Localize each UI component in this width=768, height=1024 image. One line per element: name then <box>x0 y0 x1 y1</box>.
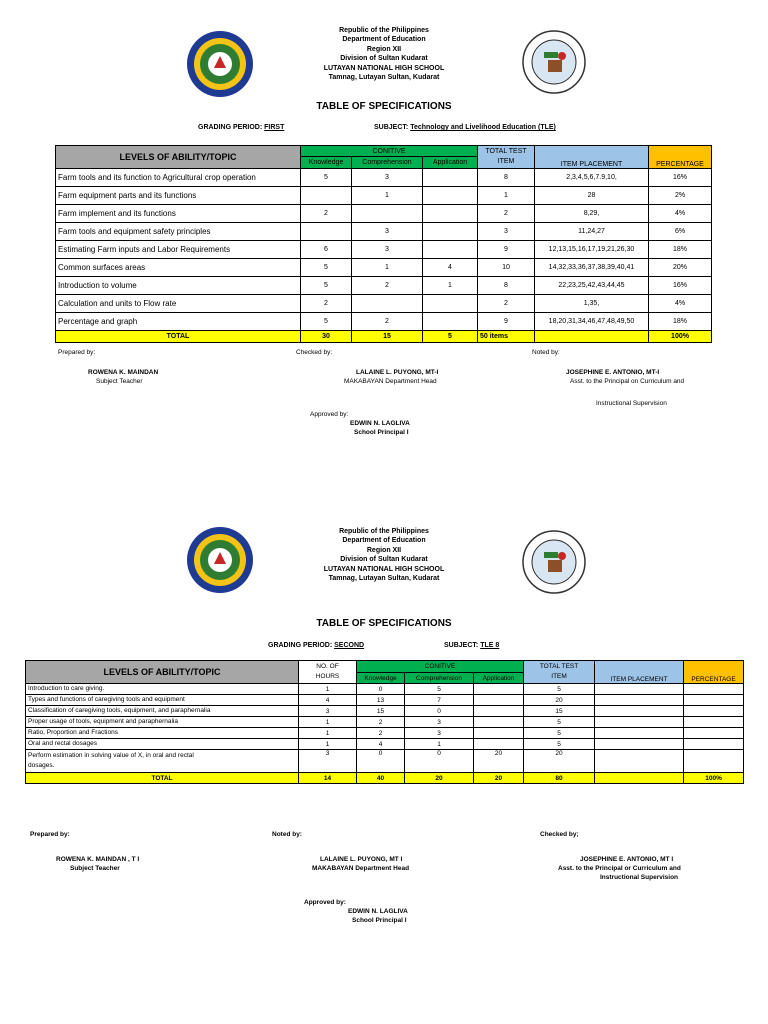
preparer-signature <box>88 368 158 386</box>
approver-role: School Principal I <box>354 429 409 436</box>
header-line: Republic of the Philippines <box>339 27 429 34</box>
row-percentage <box>684 728 744 739</box>
header-line: LUTAYAN NATIONAL HIGH SCHOOL <box>323 565 445 573</box>
table-row <box>56 205 712 223</box>
col-total-header <box>478 146 535 169</box>
row-comprehension: 5 <box>405 684 474 695</box>
checker-name: LALAINE L. PUYONG, MT-I <box>356 369 439 376</box>
preparer-signature <box>56 855 139 873</box>
col-comprehension-header: Comprehension <box>405 673 474 684</box>
row-percentage <box>684 739 744 750</box>
col-hours-header <box>299 661 357 684</box>
approved-by-label: Approved by: <box>304 899 346 906</box>
row-comprehension: 0 <box>405 750 474 773</box>
row-percentage: 4% <box>649 205 712 223</box>
row-item-placement: 12,13,15,16,17,19,21,26,30 <box>535 241 649 259</box>
row-topic-line: Ratio, Proportion and Fractions <box>28 729 118 736</box>
row-knowledge: 0 <box>357 684 405 695</box>
total-application: 20 <box>474 773 524 784</box>
row-comprehension: 7 <box>405 695 474 706</box>
row-application <box>423 187 478 205</box>
table-row <box>26 706 744 717</box>
row-topic: Introduction to volume <box>56 277 301 295</box>
table-row <box>26 695 744 706</box>
row-topic: Farm implement and its functions <box>56 205 301 223</box>
approver-name: EDWIN N. LAGLIVA <box>350 420 410 427</box>
noted-by-label: Noted by: <box>272 831 302 838</box>
row-knowledge: 2 <box>357 717 405 728</box>
row-knowledge: 5 <box>301 313 352 331</box>
total-comprehension: 15 <box>352 331 423 343</box>
row-percentage: 6% <box>649 223 712 241</box>
prepared-by-label: Prepared by: <box>30 831 70 838</box>
row-item-placement: 8,29, <box>535 205 649 223</box>
preparer-role: Subject Teacher <box>96 378 143 385</box>
table-body <box>56 169 712 331</box>
row-comprehension: 1 <box>352 187 423 205</box>
subject-value: TLE 8 <box>480 642 500 649</box>
header-line: Tamnag, Lutayan Sultan, Kudarat <box>328 74 440 82</box>
row-comprehension: 2 <box>352 313 423 331</box>
row-hours: 3 <box>299 706 357 717</box>
table-row <box>26 750 744 773</box>
row-topic <box>26 695 299 706</box>
total-placement <box>535 331 649 343</box>
specification-table-1 <box>55 145 712 343</box>
row-topic <box>26 750 299 773</box>
row-application <box>423 205 478 223</box>
checked-by-label: Checked by; <box>540 831 579 838</box>
row-topic-line: Perform estimation in solving value of X, in oral and rectal <box>28 752 194 759</box>
col-hours-line: HOURS <box>315 673 340 680</box>
preparer-role: Subject Teacher <box>70 865 120 872</box>
approver-role: School Principal I <box>352 917 407 924</box>
table-row <box>56 169 712 187</box>
header-line: Tamnag, Lutayan Sultan, Kudarat <box>328 575 440 583</box>
total-percentage: 100% <box>684 773 744 784</box>
grading-period-label: GRADING PERIOD: <box>268 642 335 649</box>
checker-role: MAKABAYAN Department Head <box>344 378 437 385</box>
row-application: 20 <box>474 750 524 773</box>
row-knowledge: 15 <box>357 706 405 717</box>
row-percentage: 2% <box>649 187 712 205</box>
row-total-items: 2 <box>478 295 535 313</box>
total-comprehension: 20 <box>405 773 474 784</box>
table-row <box>26 728 744 739</box>
col-knowledge-header: Knowledge <box>357 673 405 684</box>
noter-signature <box>566 368 684 408</box>
total-row <box>56 331 712 343</box>
checked-by-label: Checked by: <box>296 349 333 356</box>
row-topic-line: Types and functions of caregiving tools and equipment <box>28 696 185 703</box>
noter-role: Asst. to the Principal on Curriculum and <box>570 378 685 385</box>
row-percentage <box>684 717 744 728</box>
total-placement <box>595 773 684 784</box>
row-hours: 1 <box>299 717 357 728</box>
header-line: Republic of the Philippines <box>339 528 429 535</box>
col-total-line: ITEM <box>551 673 567 680</box>
subject <box>374 124 556 131</box>
row-item-placement: 18,20,31,34,46,47,48,49,50 <box>535 313 649 331</box>
row-item-placement: 1,35, <box>535 295 649 313</box>
col-topic-header: LEVELS OF ABILITY/TOPIC <box>56 146 301 169</box>
row-topic-line: Classification of caregiving tools, equipment, and paraphernalia <box>28 707 211 714</box>
total-items: 50 items <box>478 331 535 343</box>
row-topic: Farm tools and equipment safety principles <box>56 223 301 241</box>
col-percentage-header: PERCENTAGE <box>684 661 744 684</box>
row-percentage <box>684 706 744 717</box>
row-percentage: 20% <box>649 259 712 277</box>
row-application <box>474 684 524 695</box>
row-total-items: 5 <box>524 684 595 695</box>
col-total-line: TOTAL TEST <box>485 148 527 155</box>
row-application <box>423 223 478 241</box>
row-application <box>474 717 524 728</box>
row-topic: Farm equipment parts and its functions <box>56 187 301 205</box>
noter-signature <box>312 855 409 873</box>
col-cognitive-header: CONITIVE <box>357 661 524 673</box>
row-topic <box>26 684 299 695</box>
table-row <box>56 187 712 205</box>
row-item-placement: 11,24,27 <box>535 223 649 241</box>
total-knowledge: 40 <box>357 773 405 784</box>
row-total-items: 2 <box>478 205 535 223</box>
row-topic-line: Introduction to care giving. <box>28 685 105 692</box>
row-topic-line: dosages. <box>28 762 55 769</box>
subject-label: SUBJECT: <box>374 124 411 131</box>
row-item-placement <box>595 750 684 773</box>
approver-signature <box>310 410 410 437</box>
row-percentage <box>684 695 744 706</box>
row-hours: 4 <box>299 695 357 706</box>
col-total-line: TOTAL TEST <box>539 663 579 670</box>
row-topic-line: Oral and rectal dosages <box>28 740 98 747</box>
row-knowledge: 4 <box>357 739 405 750</box>
row-item-placement: 2,3,4,5,6,7.9,10, <box>535 169 649 187</box>
row-topic: Percentage and graph <box>56 313 301 331</box>
row-comprehension: 3 <box>352 223 423 241</box>
row-knowledge: 5 <box>301 169 352 187</box>
row-application <box>423 241 478 259</box>
row-percentage <box>684 684 744 695</box>
row-comprehension: 3 <box>405 728 474 739</box>
row-item-placement: 22,23,25,42,43,44,45 <box>535 277 649 295</box>
row-application <box>474 706 524 717</box>
table-row <box>26 717 744 728</box>
checker-name: JOSEPHINE E. ANTONIO, MT I <box>580 856 674 863</box>
row-topic <box>26 717 299 728</box>
approved-by-label: Approved by: <box>310 411 349 418</box>
row-hours: 3 <box>299 750 357 773</box>
row-item-placement: 28 <box>535 187 649 205</box>
row-application <box>474 695 524 706</box>
col-placement-header: ITEM PLACEMENT <box>535 146 649 169</box>
row-item-placement <box>595 706 684 717</box>
row-knowledge: 5 <box>301 277 352 295</box>
row-total-items: 20 <box>524 695 595 706</box>
checker-signature <box>558 855 681 882</box>
row-knowledge: 2 <box>301 295 352 313</box>
row-application <box>474 728 524 739</box>
row-topic: Farm tools and its function to Agricultural crop operation <box>56 169 301 187</box>
total-knowledge: 30 <box>301 331 352 343</box>
row-knowledge: 2 <box>301 205 352 223</box>
preparer-name: ROWENA K. MAINDAN , T I <box>56 856 140 863</box>
table-row <box>26 739 744 750</box>
page-title: TABLE OF SPECIFICATIONS <box>316 101 452 112</box>
noter-role: Instructional Supervision <box>596 400 667 407</box>
row-hours: 1 <box>299 739 357 750</box>
header-line: Division of Sultan Kudarat <box>340 556 428 564</box>
row-hours: 1 <box>299 728 357 739</box>
total-label: TOTAL <box>56 331 301 343</box>
row-topic: Common surfaces areas <box>56 259 301 277</box>
table-row <box>56 241 712 259</box>
col-topic-header: LEVELS OF ABILITY/TOPIC <box>26 661 299 684</box>
subject-value: Technology and Livelihood Education (TLE) <box>410 124 556 131</box>
row-percentage: 18% <box>649 241 712 259</box>
row-comprehension: 1 <box>405 739 474 750</box>
col-hours-line: NO. OF <box>316 663 339 670</box>
row-topic-line: Proper usage of tools, equipment and paraphernalia <box>28 718 178 725</box>
row-percentage: 16% <box>649 169 712 187</box>
row-comprehension <box>352 295 423 313</box>
row-topic: Calculation and units to Flow rate <box>56 295 301 313</box>
checker-signature <box>344 368 438 386</box>
col-percentage-header: PERCENTAGE <box>649 146 712 169</box>
letterhead <box>234 527 534 583</box>
row-percentage: 18% <box>649 313 712 331</box>
row-item-placement <box>595 695 684 706</box>
col-application-header: Application <box>474 673 524 684</box>
row-comprehension: 3 <box>352 241 423 259</box>
row-total-items: 8 <box>478 169 535 187</box>
row-topic <box>26 739 299 750</box>
row-topic <box>26 728 299 739</box>
row-item-placement: 14,32,33,36,37,38,39,40,41 <box>535 259 649 277</box>
row-item-placement <box>595 728 684 739</box>
row-percentage: 16% <box>649 277 712 295</box>
page-title: TABLE OF SPECIFICATIONS <box>316 618 452 629</box>
row-application <box>423 313 478 331</box>
col-application-header: Application <box>423 157 478 169</box>
row-comprehension: 0 <box>405 706 474 717</box>
header-line: Region XII <box>366 546 402 554</box>
row-total-items: 5 <box>524 728 595 739</box>
noted-by-label: Noted by: <box>532 349 560 356</box>
grading-period-label: GRADING PERIOD: <box>198 124 265 131</box>
specification-table-2 <box>25 660 744 784</box>
row-total-items: 5 <box>524 717 595 728</box>
row-comprehension <box>352 205 423 223</box>
row-total-items: 5 <box>524 739 595 750</box>
row-item-placement <box>595 739 684 750</box>
row-application: 1 <box>423 277 478 295</box>
row-total-items: 9 <box>478 241 535 259</box>
row-hours: 1 <box>299 684 357 695</box>
total-percentage: 100% <box>649 331 712 343</box>
col-placement-header: ITEM PLACEMENT <box>595 661 684 684</box>
row-total-items: 9 <box>478 313 535 331</box>
grading-period <box>198 124 284 131</box>
approver-name: EDWIN N. LAGLIVA <box>348 908 408 915</box>
row-total-items: 1 <box>478 187 535 205</box>
row-item-placement <box>595 717 684 728</box>
row-total-items: 10 <box>478 259 535 277</box>
subject-label: SUBJECT: <box>444 642 481 649</box>
total-hours: 14 <box>299 773 357 784</box>
row-knowledge: 2 <box>357 728 405 739</box>
row-application <box>423 169 478 187</box>
row-percentage <box>684 750 744 773</box>
row-topic: Estimating Farm inputs and Labor Requirements <box>56 241 301 259</box>
col-total-line: ITEM <box>497 158 515 165</box>
noter-name: JOSEPHINE E. ANTONIO, MT-I <box>566 369 660 376</box>
row-application <box>474 739 524 750</box>
row-comprehension: 2 <box>352 277 423 295</box>
header-line: Department of Education <box>342 537 426 545</box>
col-knowledge-header: Knowledge <box>301 157 352 169</box>
header-line: Department of Education <box>342 36 426 44</box>
total-label: TOTAL <box>26 773 299 784</box>
table-row <box>56 295 712 313</box>
letterhead <box>234 26 534 82</box>
table-row <box>56 277 712 295</box>
col-total-header <box>524 661 595 684</box>
row-knowledge: 13 <box>357 695 405 706</box>
col-cognitive-header: CONITIVE <box>301 146 478 157</box>
row-percentage: 4% <box>649 295 712 313</box>
total-items: 80 <box>524 773 595 784</box>
total-application: 5 <box>423 331 478 343</box>
row-comprehension: 3 <box>405 717 474 728</box>
total-row <box>26 773 744 784</box>
approver-signature <box>304 898 408 925</box>
grading-period-value: FIRST <box>264 124 285 131</box>
prepared-by-label: Prepared by: <box>58 349 96 356</box>
table-row <box>56 223 712 241</box>
row-total-items: 20 <box>524 750 595 773</box>
row-knowledge: 5 <box>301 259 352 277</box>
row-knowledge: 6 <box>301 241 352 259</box>
preparer-name: ROWENA K. MAINDAN <box>88 369 159 376</box>
grading-period-value: SECOND <box>334 642 365 649</box>
row-comprehension: 1 <box>352 259 423 277</box>
noter-name: LALAINE L. PUYONG, MT I <box>320 856 403 863</box>
subject <box>444 642 499 649</box>
table-row <box>56 313 712 331</box>
row-application: 4 <box>423 259 478 277</box>
row-comprehension: 3 <box>352 169 423 187</box>
row-item-placement <box>595 684 684 695</box>
checker-role: Instructional Supervision <box>600 874 679 881</box>
header-line: Region XII <box>366 45 402 53</box>
row-topic <box>26 706 299 717</box>
checker-role: Asst. to the Principal or Curriculum and <box>558 865 681 872</box>
noter-role: MAKABAYAN Department Head <box>312 865 410 872</box>
row-knowledge: 0 <box>357 750 405 773</box>
row-application <box>423 295 478 313</box>
row-knowledge <box>301 223 352 241</box>
col-comprehension-header: Comprehension <box>352 157 423 169</box>
table-row <box>56 259 712 277</box>
row-knowledge <box>301 187 352 205</box>
header-line: Division of Sultan Kudarat <box>340 55 428 63</box>
row-total-items: 8 <box>478 277 535 295</box>
table-body <box>26 684 744 773</box>
grading-period <box>268 642 364 649</box>
row-total-items: 15 <box>524 706 595 717</box>
header-line: LUTAYAN NATIONAL HIGH SCHOOL <box>323 64 445 72</box>
table-row <box>26 684 744 695</box>
row-total-items: 3 <box>478 223 535 241</box>
